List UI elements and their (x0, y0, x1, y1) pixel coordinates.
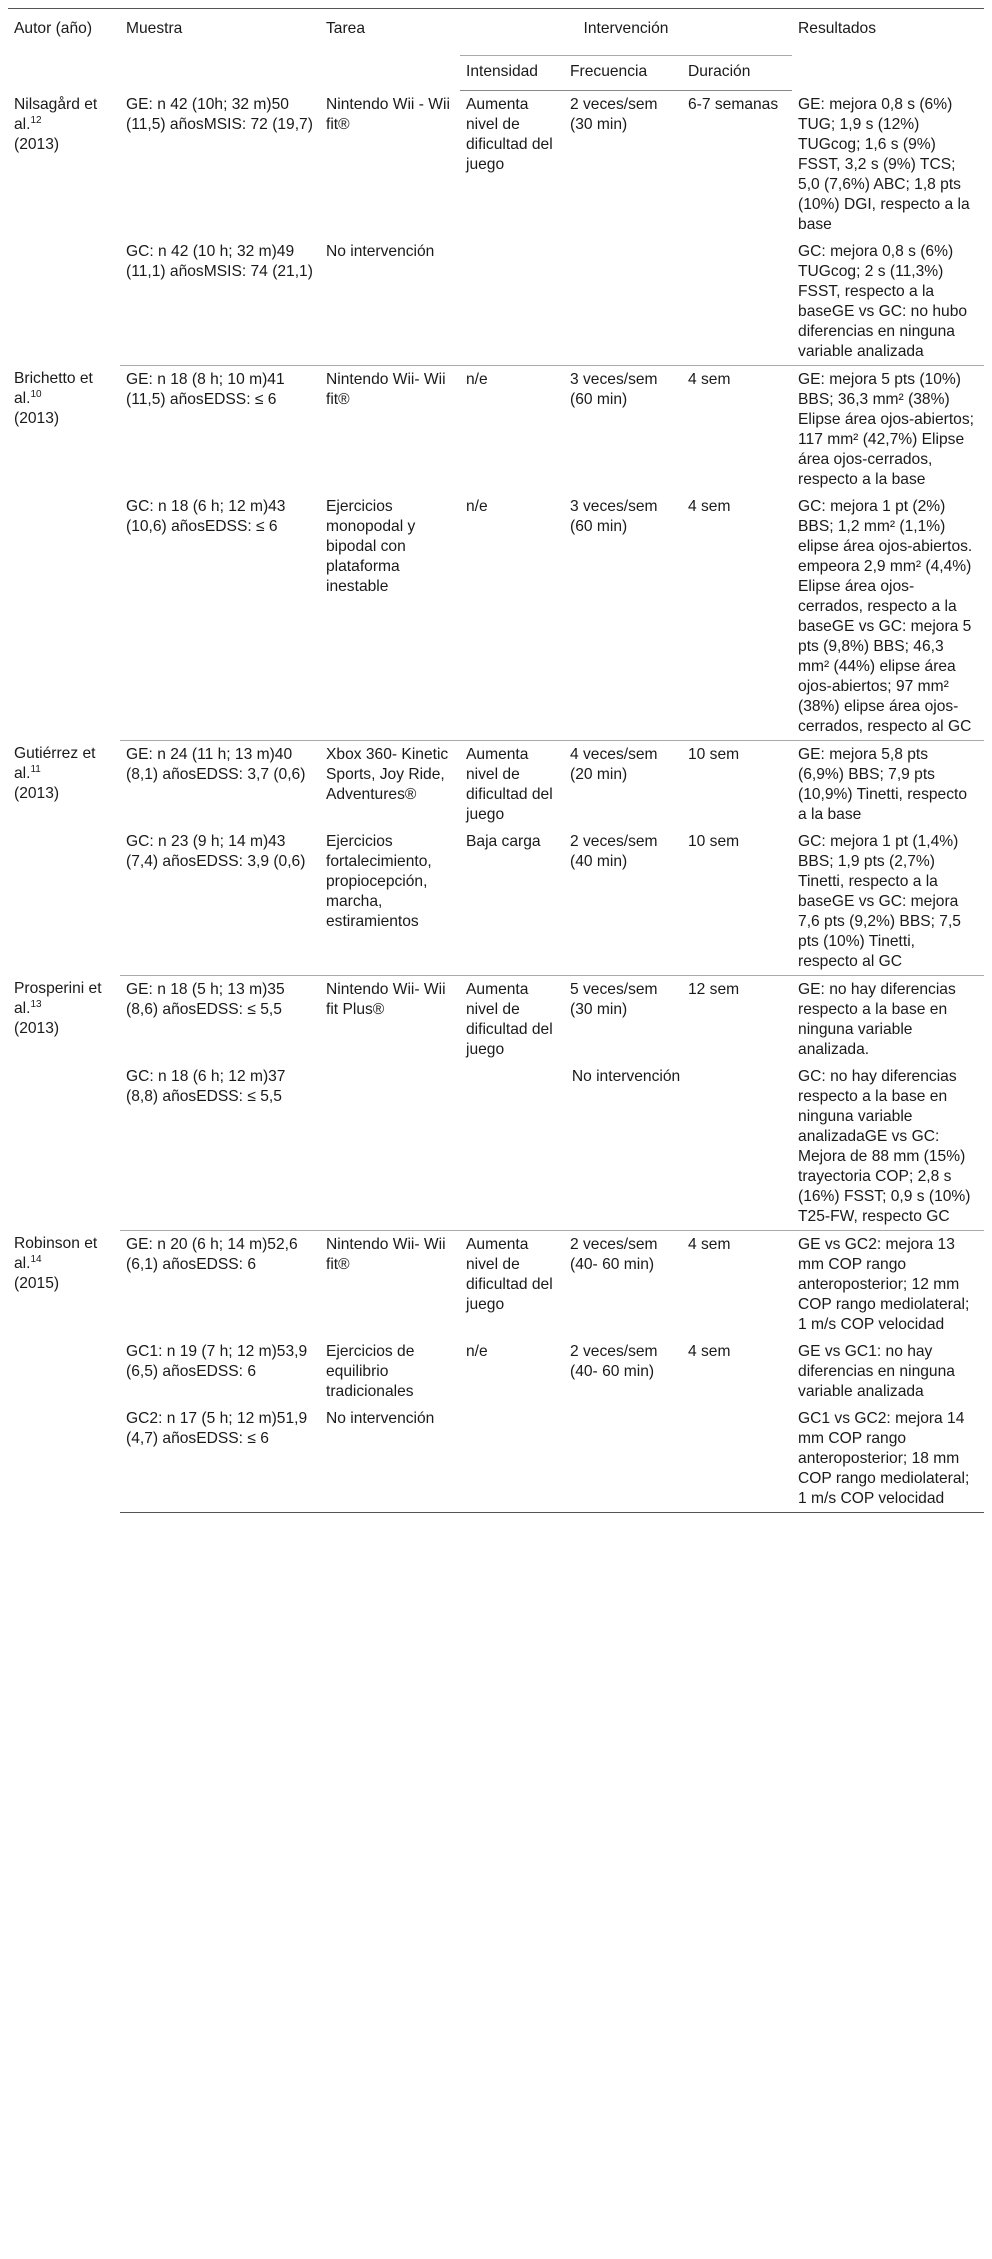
reference-number: 11 (30, 763, 41, 775)
header-muestra: Muestra (120, 9, 320, 91)
studies-table (8, 8, 984, 1513)
frequency-cell: 2 veces/sem (40 min) (564, 828, 682, 976)
sample-cell: GC1: n 19 (7 h; 12 m)53,9 (6,5) añosEDSS: 6 (126, 1342, 308, 1380)
sample-cell: GC: n 23 (9 h; 14 m)43 (7,4) añosEDSS: 3,9 (0,6) (120, 828, 320, 976)
header-frecuencia: Frecuencia (564, 56, 682, 91)
task-cell: Ejercicios monopodal y bipodal con plataforma inestable (320, 493, 460, 741)
sample-cell: GC2: n 17 (5 h; 12 m)51,9 (4,7) añosEDSS: ≤ 6 (120, 1405, 320, 1513)
header-autor: Autor (año) (8, 9, 120, 91)
results-cell: GE vs GC1: no hay diferencias en ninguna variable analizada (798, 1342, 955, 1400)
intensity-cell: Aumenta nivel de dificultad del juego (466, 1235, 553, 1313)
author-name: Brichetto et al. (14, 370, 93, 407)
results-cell: GE vs GC2: mejora 13 mm COP rango anteroposterior; 12 mm COP rango mediolateral; 1 m/s COP velocidad (798, 1235, 970, 1333)
table-row (8, 1230, 984, 1338)
frequency-cell: 3 veces/sem (60 min) (570, 370, 658, 408)
sample-cell: GC: n 18 (6 h; 12 m)43 (10,6) añosEDSS: ≤ 6 (120, 493, 320, 741)
table-row (8, 1405, 984, 1513)
reference-number: 10 (30, 388, 42, 400)
author-year: (2013) (14, 1020, 60, 1037)
sample-cell: GC: n 18 (6 h; 12 m)37 (8,8) añosEDSS: ≤ 5,5 (120, 1063, 320, 1231)
header-row (8, 9, 984, 56)
sample-cell: GE: n 18 (8 h; 10 m)41 (11,5) añosEDSS: ≤ 6 (126, 370, 285, 408)
author-year: (2015) (14, 1275, 60, 1292)
results-cell: GC: mejora 1 pt (2%) BBS; 1,2 mm² (1,1%) elipse área ojos-abiertos. empeora 2,9 mm² (4,4%) Elipse área ojos-cerrados, respecto a la baseGE vs GC: mejora 5 pts (9,8%) BBS; 46,3 mm² (44%) elipse área ojos-abiertos; 97 mm² (38%) elipse área ojos-cerrados, respecto al GC (792, 493, 984, 741)
intensity-cell: n/e (460, 493, 564, 741)
intensity-cell: Baja carga (460, 828, 564, 976)
table-row (8, 828, 984, 976)
author-cell (8, 740, 120, 975)
author-name: Gutiérrez et al. (14, 745, 96, 782)
results-cell: GE: mejora 5,8 pts (6,9%) BBS; 7,9 pts (10,9%) Tinetti, respecto a la base (798, 745, 968, 823)
header-resultados: Resultados (792, 9, 984, 91)
table-row (8, 1338, 984, 1405)
frequency-cell: 2 veces/sem (40- 60 min) (570, 1235, 658, 1273)
duration-cell: 10 sem (688, 745, 740, 763)
table-row (8, 238, 984, 366)
intensity-cell: Aumenta nivel de dificultad del juego (466, 96, 553, 173)
task-cell: Nintendo Wii- Wii fit Plus® (326, 980, 446, 1018)
intensity-cell (460, 238, 564, 366)
sample-cell: GE: n 20 (6 h; 14 m)52,6 (6,1) añosEDSS: 6 (126, 1235, 298, 1273)
intensity-cell: n/e (466, 370, 488, 388)
header-duracion: Duración (682, 56, 792, 91)
frequency-cell (564, 238, 682, 366)
duration-cell: 6-7 semanas (688, 96, 779, 113)
results-cell: GE: mejora 0,8 s (6%) TUG; 1,9 s (12%) TUGcog; 1,6 s (9%) FSST, 3,2 s (9%) TCS; 5,0 (7,6%) ABC; 1,8 pts (10%) DGI, respecto a la base (798, 95, 970, 233)
author-year: (2013) (14, 785, 60, 802)
task-cell: Nintendo Wii- Wii fit® (326, 370, 446, 408)
no-intervention-cell: No intervención (460, 1063, 792, 1231)
task-cell: No intervención (320, 1405, 460, 1513)
frequency-cell: 5 veces/sem (30 min) (570, 980, 658, 1018)
author-year: (2013) (14, 410, 60, 427)
results-cell: GC: mejora 1 pt (1,4%) BBS; 1,9 pts (2,7%) Tinetti, respecto a la baseGE vs GC: mejora 7,6 pts (9,2%) BBS; 7,5 pts (10%) Tinetti, respecto al GC (792, 828, 984, 976)
duration-cell: 4 sem (682, 493, 792, 741)
header-intensidad: Intensidad (460, 56, 564, 91)
duration-cell (682, 238, 792, 366)
frequency-cell (564, 1405, 682, 1513)
sample-cell: GE: n 42 (10h; 32 m)50 (11,5) añosMSIS: 72 (19,7) (126, 95, 313, 133)
duration-cell: 12 sem (688, 980, 740, 998)
task-cell (320, 1063, 460, 1231)
task-cell: Xbox 360- Kinetic Sports, Joy Ride, Adventures® (326, 745, 449, 803)
sample-cell: GC: n 42 (10 h; 32 m)49 (11,1) añosMSIS: 74 (21,1) (120, 238, 320, 366)
reference-number: 13 (30, 998, 42, 1010)
reference-number: 12 (30, 114, 42, 126)
header-tarea: Tarea (320, 9, 460, 91)
table-row (8, 1063, 984, 1231)
author-cell (8, 365, 120, 740)
table-row (8, 493, 984, 741)
task-cell: Ejercicios fortalecimiento, propiocepción, marcha, estiramientos (320, 828, 460, 976)
table-row (8, 975, 984, 1063)
table-row (8, 91, 984, 238)
author-name: Prosperini et al. (14, 980, 102, 1017)
table-row (8, 740, 984, 828)
duration-cell: 4 sem (688, 1342, 731, 1360)
header-intervencion: Intervención (460, 9, 792, 56)
author-name: Robinson et al. (14, 1235, 98, 1272)
sample-cell: GE: n 24 (11 h; 13 m)40 (8,1) añosEDSS: 3,7 (0,6) (126, 745, 306, 783)
task-cell: Nintendo Wii- Wii fit® (326, 1235, 446, 1273)
duration-cell: 4 sem (688, 1235, 731, 1253)
frequency-cell: 3 veces/sem (60 min) (564, 493, 682, 741)
results-cell: GE: mejora 5 pts (10%) BBS; 36,3 mm² (38%) Elipse área ojos-abiertos; 117 mm² (42,7%) Elipse área ojos-cerrados, respecto a la base (798, 370, 974, 488)
intensity-cell (460, 1405, 564, 1513)
results-cell: GE: no hay diferencias respecto a la base en ninguna variable analizada. (798, 980, 956, 1058)
reference-number: 14 (30, 1253, 42, 1265)
frequency-cell: 2 veces/sem (30 min) (570, 96, 658, 133)
intensity-cell: Aumenta nivel de dificultad del juego (466, 745, 553, 823)
author-name: Nilsagård et al. (14, 95, 98, 133)
table-row (8, 365, 984, 493)
author-year: (2013) (14, 135, 60, 153)
intensity-cell: Aumenta nivel de dificultad del juego (466, 980, 553, 1058)
task-cell: Nintendo Wii - Wii fit® (326, 95, 450, 133)
frequency-cell: 4 veces/sem (20 min) (570, 745, 658, 783)
intensity-cell: n/e (466, 1342, 488, 1360)
task-cell: No intervención (320, 238, 460, 366)
results-cell: GC: no hay diferencias respecto a la base en ninguna variable analizadaGE vs GC: Mejora de 88 mm (15%) trayectoria COP; 2,8 s (16%) FSST; 0,9 s (10%) T25-FW, respecto GC (792, 1063, 984, 1231)
author-cell (8, 1230, 120, 1512)
duration-cell (682, 1405, 792, 1513)
results-cell: GC: mejora 0,8 s (6%) TUGcog; 2 s (11,3%) FSST, respecto a la baseGE vs GC: no hubo diferencias en ninguna variable analizada (792, 238, 984, 366)
duration-cell: 10 sem (682, 828, 792, 976)
results-cell: GC1 vs GC2: mejora 14 mm COP rango anteroposterior; 18 mm COP rango mediolateral; 1 m/s COP velocidad (792, 1405, 984, 1513)
author-cell (8, 91, 120, 366)
sample-cell: GE: n 18 (5 h; 13 m)35 (8,6) añosEDSS: ≤ 5,5 (126, 980, 285, 1018)
task-cell: Ejercicios de equilibrio tradicionales (326, 1342, 415, 1400)
author-cell (8, 975, 120, 1230)
frequency-cell: 2 veces/sem (40- 60 min) (570, 1342, 658, 1380)
duration-cell: 4 sem (688, 370, 731, 388)
